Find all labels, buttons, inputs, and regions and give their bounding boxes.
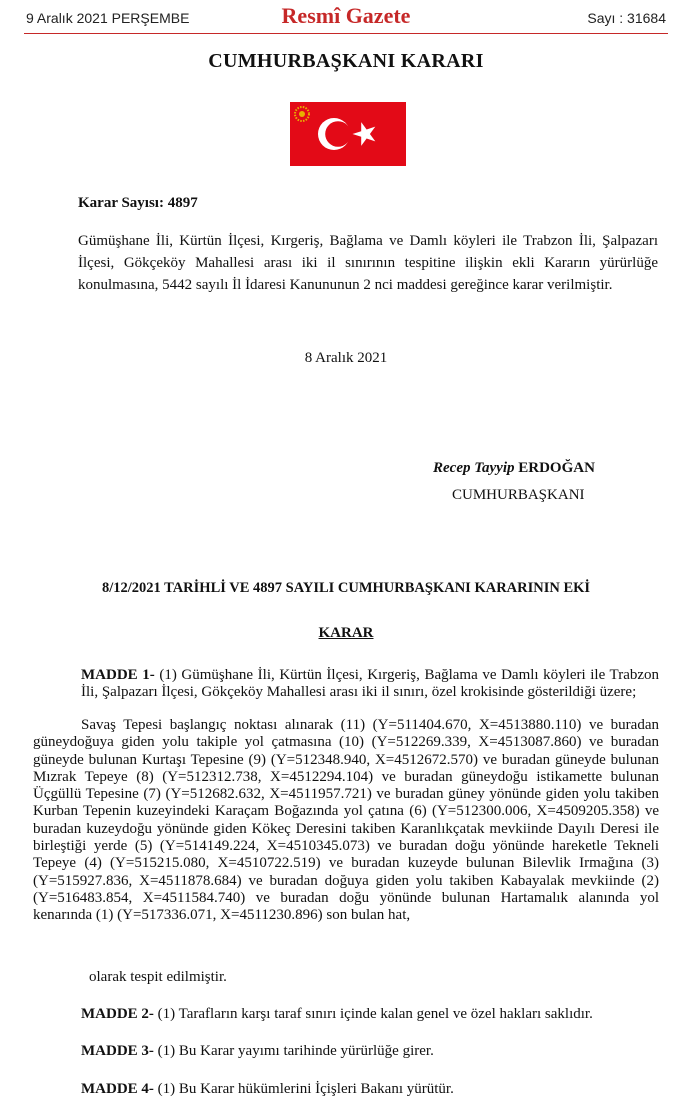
- header-date: 9 Aralık 2021 PERŞEMBE: [26, 10, 190, 26]
- signer-given-name: Recep Tayyip: [433, 460, 515, 476]
- signer-name: [433, 460, 595, 477]
- decision-number: Karar Sayısı: 4897: [78, 195, 198, 211]
- intro-paragraph: [78, 230, 658, 296]
- annex-title: 8/12/2021 TARİHLİ VE 4897 SAYILI CUMHURBAŞKANI KARARININ EKİ: [101, 580, 591, 596]
- decision-date: 8 Aralık 2021: [304, 350, 388, 366]
- article-1-closing: olarak tespit edilmiştir.: [89, 969, 227, 985]
- header-divider: [24, 33, 668, 34]
- article-1-text: (1) Gümüşhane İli, Kürtün İlçesi, Kırgeriş, Bağlama ve Damlı köyleri ile Trabzon İli, Şalpazarı İlçesi, Gökçeköy Mahallesi arası iki il sınırı, özel krokisinde gösterildiği üzere;: [81, 667, 660, 701]
- article-4-text: (1) Bu Karar hükümlerini İçişleri Bakanı yürütür.: [153, 1081, 454, 1097]
- turkish-flag-icon: [290, 102, 406, 166]
- karar-heading: KARAR: [318, 625, 374, 641]
- article-2-label: MADDE 2-: [81, 1006, 154, 1022]
- article-1: [33, 667, 659, 702]
- article-3-label: MADDE 3-: [81, 1043, 154, 1059]
- signer-surname: ERDOĞAN: [518, 460, 595, 476]
- article-1-label: MADDE 1-: [81, 667, 155, 683]
- signer-title: CUMHURBAŞKANI: [452, 487, 585, 503]
- boundary-text: Savaş Tepesi başlangıç noktası alınarak (11) (Y=511404.670, X=4513880.110) ve buradan güneydoğuya giden yolu takiple yol çatmasına (10) (Y=512269.339, X=4513087.860) ve buradan güneyde bulunan Kurtaşı Tepesine (9) (Y=512348.940, X=4512672.570) ve buradan güneyde bulunan Mızrak Tepeye (8) (Y=512312.738, X=4512294.104) ve buradan güneydoğu istikamette bulunan Üçgüllü Tepesine (7) (Y=512682.632, X=4511957.721) ve buradan güney yönünde giden yolu takiben Kurban Tepenin kuzeyindeki Karaçam Boğazında yol çatına (6) (Y=512300.006, X=4509205.358) ve buradan kuzeydoğu yönünde giden Kökeç Deresini takiben Karanlıkçatak mevkiinde Dayılı Deresi ile birleştiği yerde (5) (Y=514149.224, X=4510345.073) ve buradan doğu yönünde hareketle Tekneli Tepeye (4) (Y=515215.080, X=4510722.519) ve buradan kuzeyde bulunan Bilevlik Irmağına (3) (Y=515927.836, X=4511878.684) ve buradan doğuya giden yolu takiben Kabayalak mevkiinde (2) (Y=516483.854, X=4511584.740) ve buradan doğu yönünde bulunan Hartamalık alanında yol kenarında (1) (Y=517336.071, X=4511230.896) son bulan hat,: [33, 717, 659, 924]
- article-2-text: (1) Tarafların karşı taraf sınırı içinde kalan genel ve özel hakları saklıdır.: [153, 1006, 593, 1022]
- article-3: [81, 1043, 434, 1060]
- page-title: CUMHURBAŞKANI KARARI: [208, 50, 484, 72]
- publication-name: Resmî Gazete: [281, 3, 411, 28]
- article-1-boundary: [33, 717, 659, 925]
- article-2: [81, 1006, 593, 1023]
- article-3-text: (1) Bu Karar yayımı tarihinde yürürlüğe girer.: [153, 1043, 434, 1059]
- intro-text: Gümüşhane İli, Kürtün İlçesi, Kırgeriş, Bağlama ve Damlı köyleri ile Trabzon İli, Şalpazarı İlçesi, Gökçeköy Mahallesi arası iki il sınırının tespitine ilişkin ekli Kararın yürürlüğe konulmasına, 5442 sayılı İl İdaresi Kanununun 2 nci maddesi gereğince karar verilmiştir.: [78, 233, 658, 293]
- article-1-lead: [33, 667, 659, 702]
- article-4-label: MADDE 4-: [81, 1081, 154, 1097]
- gazette-header: [0, 0, 692, 34]
- issue-number: Sayı : 31684: [587, 10, 666, 26]
- article-4: [81, 1081, 454, 1098]
